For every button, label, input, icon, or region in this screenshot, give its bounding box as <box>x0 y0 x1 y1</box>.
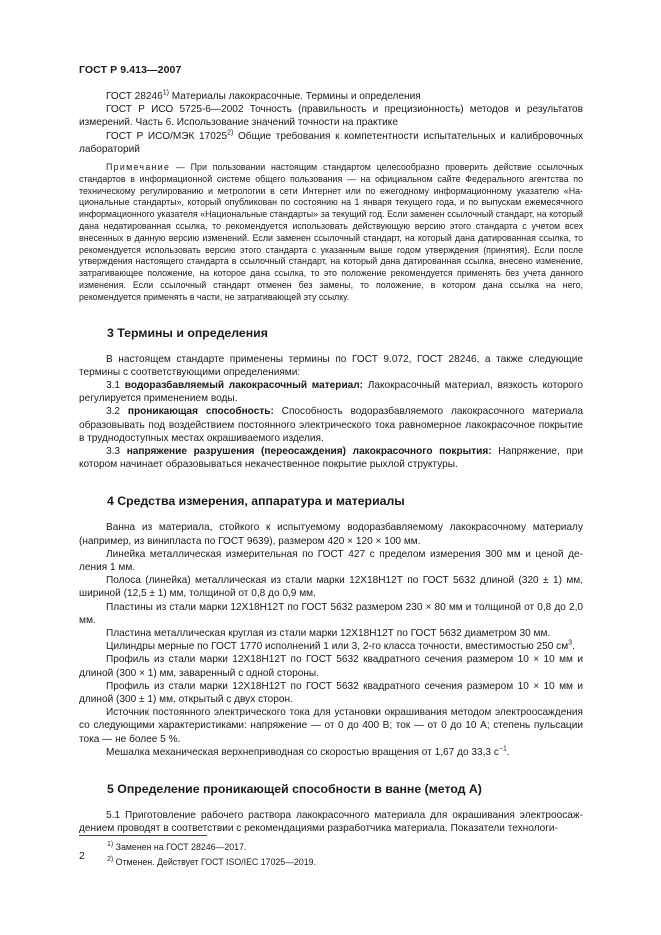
section-5-paragraph: 5.1 Приготовление рабочего раствора лакокрасочного материала для окрашивания электроосаждением проводят в соответствии с рекомендациями разработчика материала. Показатели технологи- <box>79 810 583 835</box>
ref-gost-iso-17025: ГОСТ Р ИСО/МЭК 17025$^{2)}$ Общие требования к компетентности испытательных и калибровочных лабораторий <box>79 129 583 155</box>
equipment-item: Линейка металлическая измерительная по ГОСТ 427 с пределом измерения 300 мм и ценой деления 1 мм. <box>79 548 583 574</box>
ref-gost-iso-5725: ГОСТ Р ИСО 5725-6—2002 Точность (правильность и прецизионность) методов и результатов измерений. Часть 6. Использование значений точности на практике <box>79 104 583 129</box>
equipment-item: Цилиндры мерные по ГОСТ 1770 исполнений 1 или 3, 2-го класса точности, вместимостью 250 $см^3$. <box>106 639 575 653</box>
section-4-heading: 4 Средства измерения, аппаратура и материалы <box>107 494 405 509</box>
equipment-item: Пластины из стали марки 12Х18Н12Т по ГОСТ 5632 размером 230 × 80 мм и толщиной от 0,8 до 2,0 мм. <box>79 601 583 626</box>
section-5-heading: 5 Определение проникающей способности в ванне (метод А) <box>107 782 482 797</box>
footnote-mark: 2) <box>227 129 234 137</box>
footnote-1: $^{1)}$ Заменен на ГОСТ 28246—2017. <box>107 841 247 853</box>
footnote-divider <box>79 835 207 836</box>
note-paragraph: Примечание — При пользовании настоящим стандартом целесообразно проверить действие ссылочных стандартов в информационной системе общего пользования — на официальном сайте Федерального агентства по техническому регулированию и метрологии в сети Интернет или по ежегодному информационному указателю «Национальные стандарты», который опубликован по состоянию на 1 января текущего года, и по выпускам ежемесячного информационного указателя «Национальные стандарты» за текущий год. Если заменен ссылочный стандарт, на который дана недатированная ссылка, то рекомендуется использовать действующую версию этого стандарта с учетом всех внесенных в данную версию изменений. Если заменен ссылочный стандарт, на который дана датированная ссылка, то рекомендуется использовать версию этого стандарта с указанным выше годом утверждения (принятия). Если после утверждения настоящего стандарта в ссылочный стандарт, на который дана датированная ссылка, внесено изменение, затрагивающее положение, на которое дана ссылка, то это положение рекомендуется применять без учета данного изменения. Если ссылочный стандарт отменен без замены, то положение, в котором дана ссылка на него, рекомендуется применять в части, не затрагивающей эту ссылку. <box>79 162 583 302</box>
term-3-1: 3.1 водоразбавляемый лакокрасочный материал: Лакокрасочный материал, вязкость которого регулируется применением воды. <box>79 379 583 405</box>
equipment-item: Мешалка механическая верхнеприводная со скоростью вращения от 1,67 до 33,3 $с^{-1}$. <box>106 745 510 758</box>
equipment-item: Профиль из стали марки 12Х18Н12Т по ГОСТ 5632 квадратного сечения размером 10 × 10 мм и длиной (300 × 1) мм, заваренный с одной стороны. <box>79 654 583 679</box>
equipment-item: Полоса (линейка) металлическая из стали марки 12Х18Н12Т по ГОСТ 5632 длиной (320 ± 1) мм, шириной (12,5 ± 1) мм, толщиной от 0,8 до 0,9 мм. <box>79 575 583 600</box>
ref-gost-28246: ГОСТ 28246$^{1)}$ Материалы лакокрасочные. Термины и определения <box>106 89 421 102</box>
page-number: 2 <box>79 850 85 862</box>
note-label: Примечание <box>106 162 171 173</box>
section-3-heading: 3 Термины и определения <box>107 325 268 340</box>
equipment-item: Ванна из материала, стойкого к испытуемому водоразбавляемому лакокрасочному материалу (например, из винипласта по ГОСТ 9639), размером 420 × 120 × 100 мм. <box>79 522 583 547</box>
equipment-item: Профиль из стали марки 12Х18Н12Т по ГОСТ 5632 квадратного сечения размером 10 × 10 мм и длиной (300 ± 1) мм, открытый с двух сторон. <box>79 680 583 706</box>
section-3-intro: В настоящем стандарте применены термины по ГОСТ 9.072, ГОСТ 28246, а также следующие термины с соответствующими определениями: <box>79 353 583 378</box>
equipment-item: Источник постоянного электрического тока для установки окрашивания методом электроосаждения со следующими характеристиками: напряжение — от 0 до 400 В; ток — от 0 до 10 А; степень пульсации тока — не более 5 %. <box>79 707 583 745</box>
equipment-item: Пластина металлическая круглая из стали марки 12Х18Н12Т по ГОСТ 5632 диаметром 30 мм. <box>106 628 551 640</box>
footnote-mark: 1) <box>162 89 169 97</box>
term-3-3: 3.3 напряжение разрушения (переосаждения) лакокрасочного покрытия: Напряжение, при котором начинает образовываться некачественное покрытие рыхлой структуры. <box>79 446 583 471</box>
footnote-2: $^{2)}$ Отменен. Действует ГОСТ ISO/IEC 17025—2019. <box>107 856 317 868</box>
document-header: ГОСТ Р 9.413—2007 <box>79 64 182 76</box>
term-3-2: 3.2 проникающая способность: Способность водоразбавляемого лакокрасочного материала образовывать под воздействием постоянного электрического тока равномерное лакокрасочное покрытие в труднодоступных местах окрашиваемого изделия. <box>79 406 583 444</box>
page-body <box>79 90 583 870</box>
